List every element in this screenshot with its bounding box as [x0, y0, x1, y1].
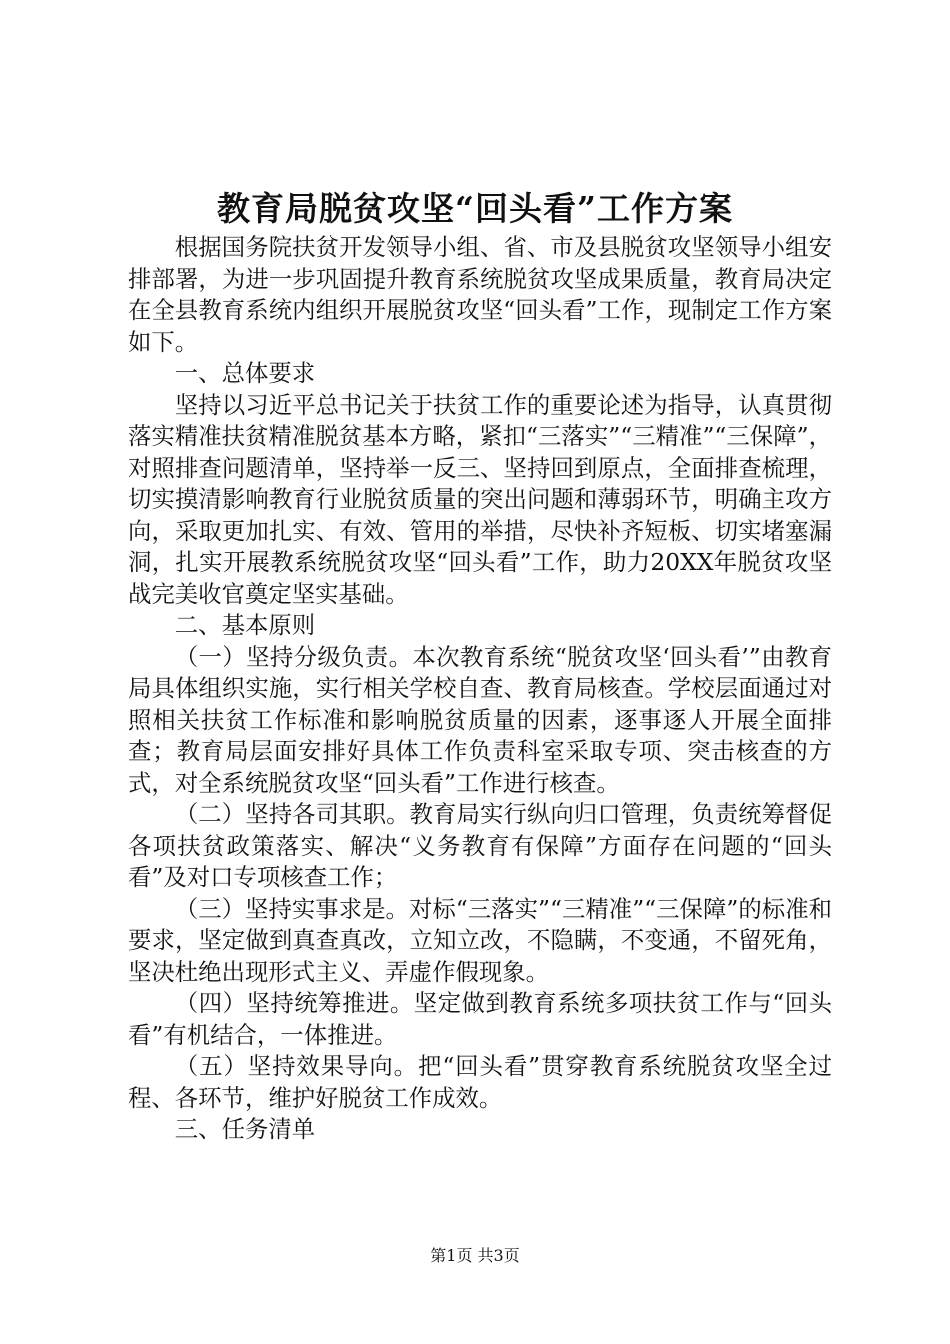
principle-paragraph-2: （二）坚持各司其职。教育局实行纵向归口管理，负责统筹督促各项扶贫政策落实、解决“义务教育有保障”方面存在问题的“回头看”及对口专项核查工作； — [128, 800, 832, 891]
principle-paragraph-5: （五）坚持效果导向。把“回头看”贯穿教育系统脱贫攻坚全过程、各环节，维护好脱贫工作成效。 — [128, 1052, 832, 1112]
principle-paragraph-1: （一）坚持分级负责。本次教育系统“脱贫攻坚‘回头看’”由教育局具体组织实施，实行相关学校自查、教育局核查。学校层面通过对照相关扶贫工作标准和影响脱贫质量的因素，逐事逐人开展全面排查；教育局层面安排好具体工作负责科室采取专项、突击核查的方式，对全系统脱贫攻坚“回头看”工作进行核查。 — [128, 642, 832, 797]
intro-paragraph: 根据国务院扶贫开发领导小组、省、市及县脱贫攻坚领导小组安排部署，为进一步巩固提升教育系统脱贫攻坚成果质量，教育局决定在全县教育系统内组织开展脱贫攻坚“回头看”工作，现制定工作方案如下。 — [128, 233, 832, 356]
document-body — [128, 232, 832, 1146]
section-heading-general-requirements: 一、总体要求 — [174, 359, 316, 387]
principle-paragraph-3: （三）坚持实事求是。对标“三落实”“三精准”“三保障”的标准和要求，坚定做到真查真改，立知立改，不隐瞒，不变通，不留死角，坚决杜绝出现形式主义、弄虚作假现象。 — [128, 894, 832, 986]
section-heading-task-list: 三、任务清单 — [174, 1115, 316, 1143]
document-title: 教育局脱贫攻坚“回头看”工作方案 — [217, 189, 733, 228]
principle-paragraph-4: （四）坚持统筹推进。坚定做到教育系统多项扶贫工作与“回头看”有机结合，一体推进。 — [128, 989, 832, 1049]
section-heading-basic-principles: 二、基本原则 — [174, 611, 316, 639]
general-requirements-paragraph: 坚持以习近平总书记关于扶贫工作的重要论述为指导，认真贯彻落实精准扶贫精准脱贫基本方略，紧扣“三落实”“三精准”“三保障”，对照排查问题清单，坚持举一反三、坚持回到原点，全面排查梳理，切实摸清影响教育行业脱贫质量的突出问题和薄弱环节，明确主攻方向，采取更加扎实、有效、管用的举措，尽快补齐短板、切实堵塞漏洞，扎实开展教系统脱贫攻坚“回头看”工作，助力20XX年脱贫攻坚战完美收官奠定坚实基础。 — [128, 390, 832, 608]
page-number-footer: 第1页 共3页 — [430, 1246, 520, 1265]
